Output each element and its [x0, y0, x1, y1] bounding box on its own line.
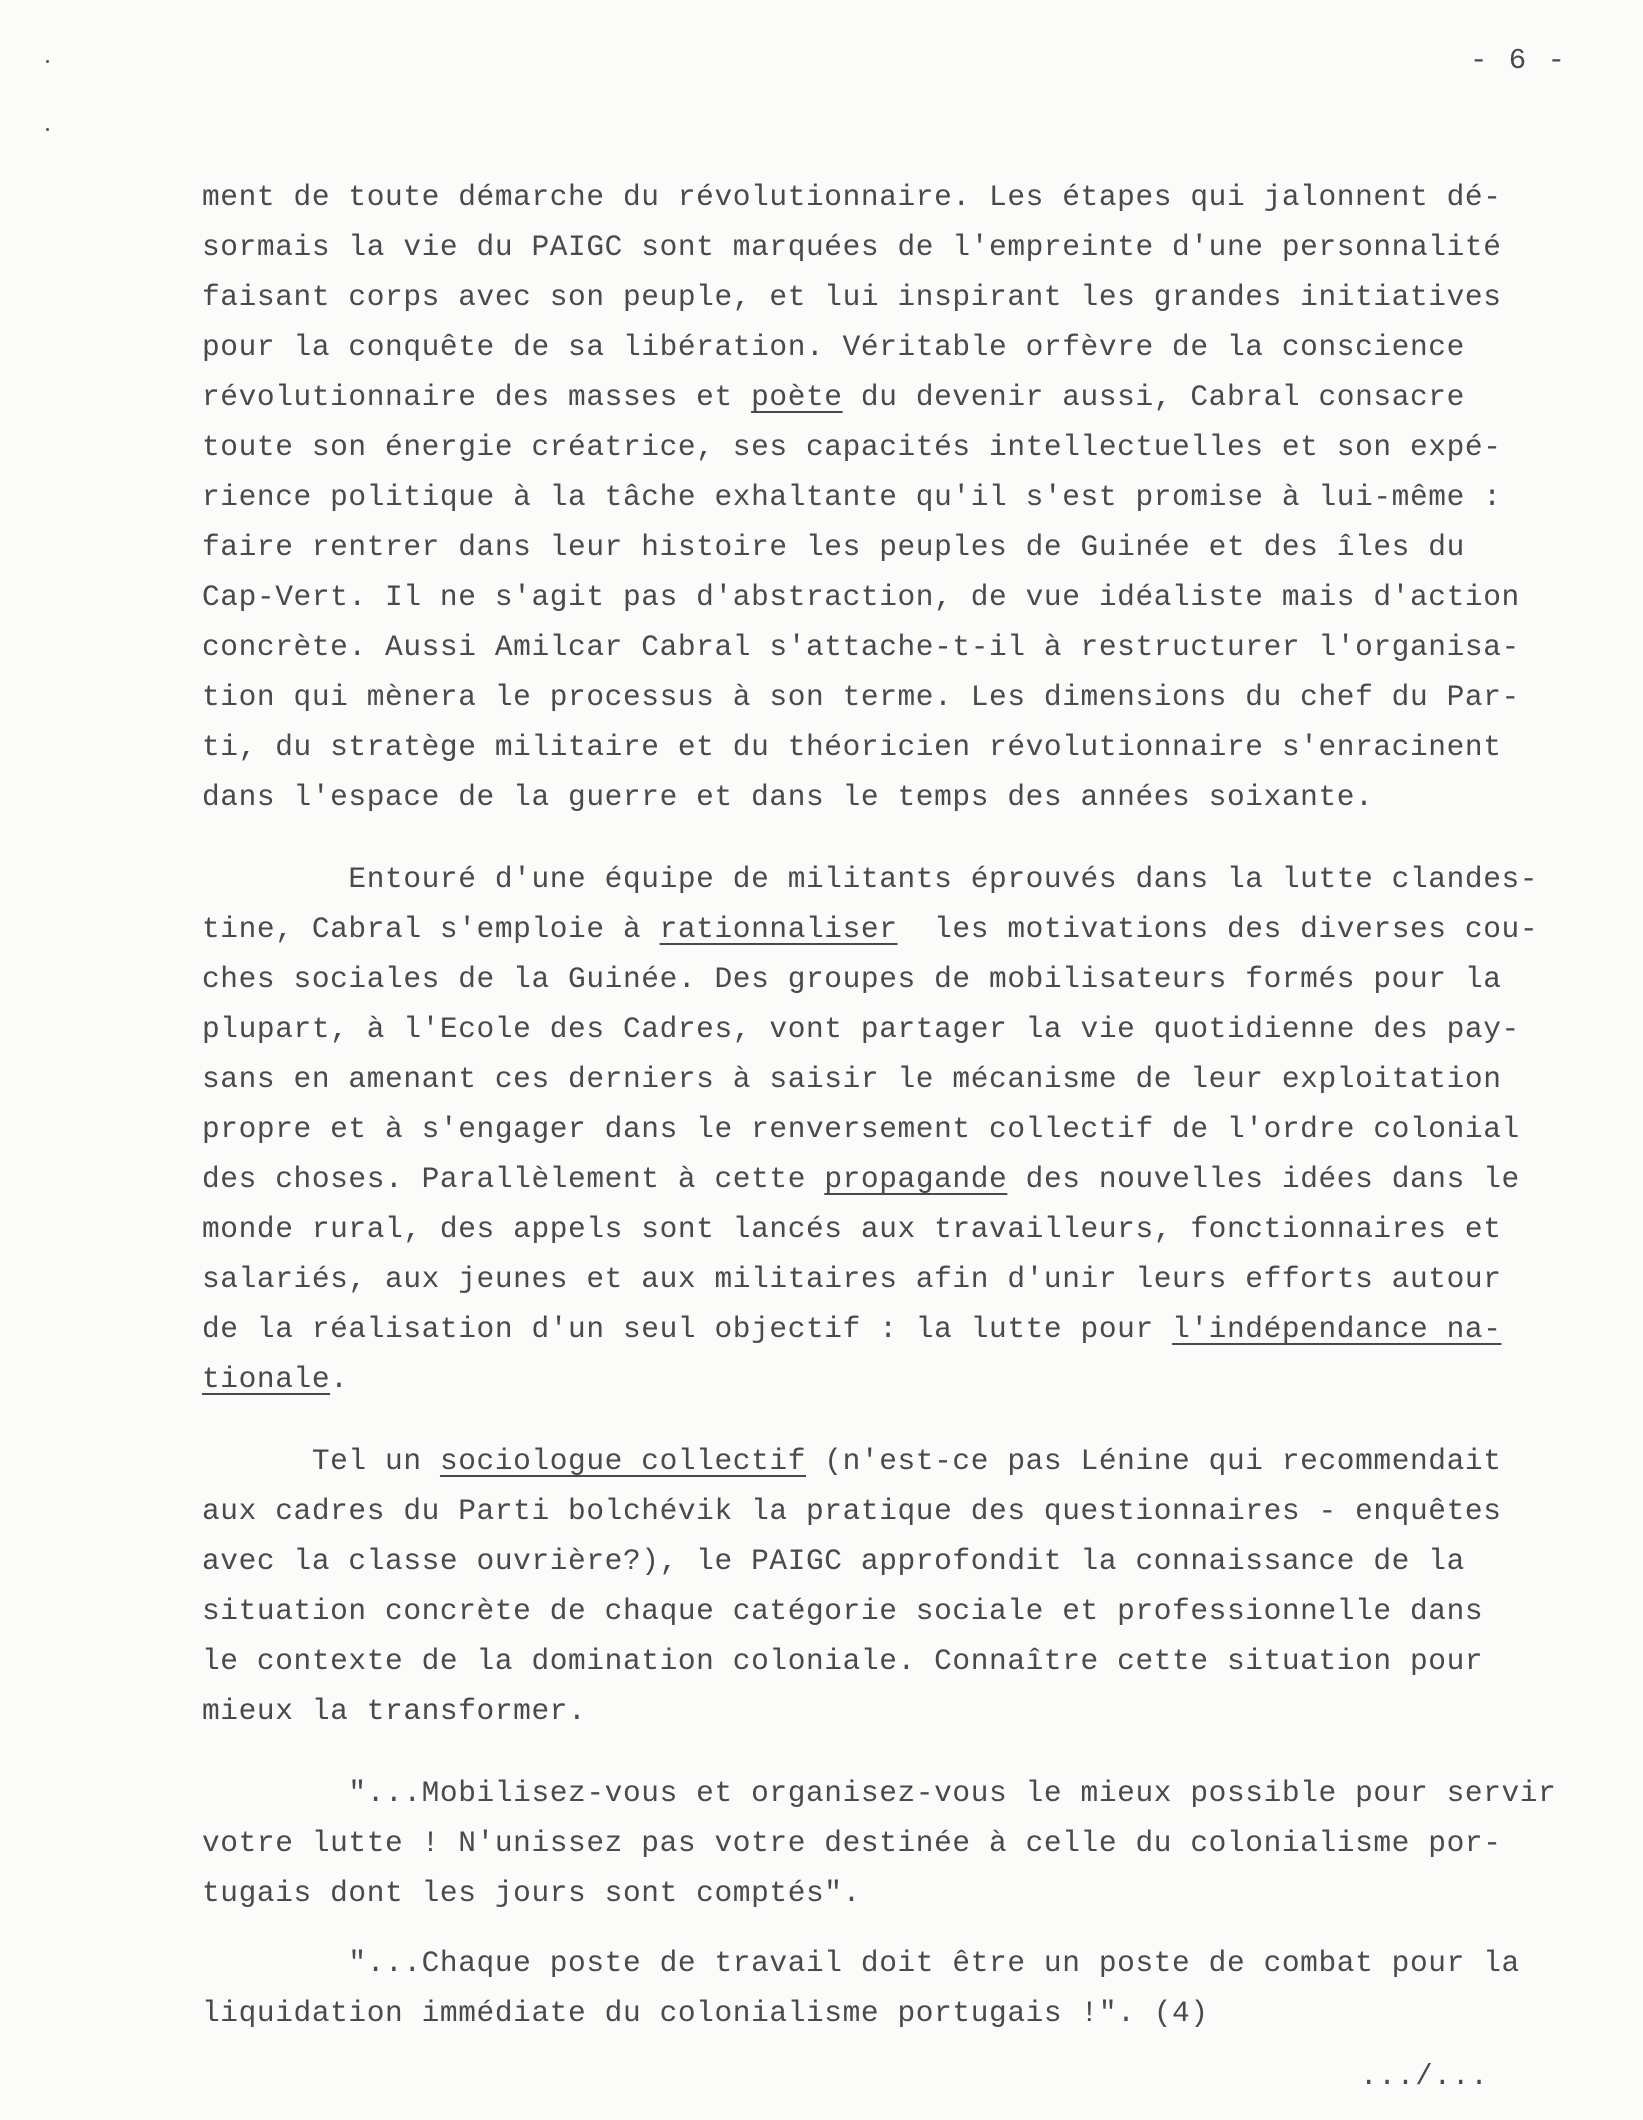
paragraph [202, 172, 1602, 822]
text-line [202, 322, 1602, 372]
underlined-text: rationnaliser [659, 912, 898, 946]
text-segment: propre et à s'engager dans le renversement collectif de l'ordre colonial [202, 1112, 1520, 1146]
text-line [202, 1586, 1602, 1636]
text-segment: du devenir aussi, Cabral consacre [842, 380, 1465, 414]
underlined-text: sociologue collectif [439, 1444, 806, 1478]
paragraph-spacer [202, 1918, 1602, 1938]
text-segment: mieux la transformer. [202, 1694, 587, 1728]
text-line [202, 1686, 1602, 1736]
text-segment: des nouvelles idées dans le [1007, 1162, 1520, 1196]
text-segment: ti, du stratège militaire et du théoricien révolutionnaire s'enracinent [202, 730, 1502, 764]
text-line [202, 772, 1602, 822]
text-segment: ment de toute démarche du révolutionnaire. Les étapes qui jalonnent dé- [202, 180, 1502, 214]
text-line [202, 472, 1602, 522]
text-line [202, 854, 1602, 904]
text-line [202, 1536, 1602, 1586]
text-line [202, 1988, 1602, 2038]
text-line [202, 954, 1602, 1004]
text-line [202, 522, 1602, 572]
text-segment: Tel un [202, 1444, 440, 1478]
text-segment: Cap-Vert. Il ne s'agit pas d'abstraction, de vue idéaliste mais d'action [202, 580, 1520, 614]
text-line [202, 1054, 1602, 1104]
text-line [202, 1636, 1602, 1686]
text-segment: salariés, aux jeunes et aux militaires afin d'unir leurs efforts autour [202, 1262, 1502, 1296]
margin-dot-mark [46, 60, 49, 63]
text-segment: concrète. Aussi Amilcar Cabral s'attache-t-il à restructurer l'organisa- [202, 630, 1520, 664]
text-segment: avec la classe ouvrière?), le PAIGC approfondit la connaissance de la [202, 1544, 1465, 1578]
text-line [202, 1004, 1602, 1054]
text-line [202, 372, 1602, 422]
text-line [202, 1768, 1602, 1818]
text-segment: aux cadres du Parti bolchévik la pratique des questionnaires - enquêtes [202, 1494, 1502, 1528]
underlined-text: l'indépendance na- [1172, 1312, 1502, 1346]
text-line [202, 422, 1602, 472]
text-segment: monde rural, des appels sont lancés aux travailleurs, fonctionnaires et [202, 1212, 1502, 1246]
text-line [202, 672, 1602, 722]
text-segment: faire rentrer dans leur histoire les peuples de Guinée et des îles du [202, 530, 1465, 564]
document-body [202, 172, 1602, 2038]
text-line [202, 1154, 1602, 1204]
text-line [202, 1818, 1602, 1868]
paragraph-spacer [202, 1736, 1602, 1768]
text-line [202, 1938, 1602, 1988]
text-line [202, 1354, 1602, 1404]
text-segment: pour la conquête de sa libération. Véritable orfèvre de la conscience [202, 330, 1465, 364]
text-line [202, 1254, 1602, 1304]
paragraph-spacer [202, 822, 1602, 854]
text-segment: . [330, 1362, 349, 1396]
text-line [202, 622, 1602, 672]
text-segment: sormais la vie du PAIGC sont marquées de l'empreinte d'une personnalité [202, 230, 1502, 264]
text-segment: "...Chaque poste de travail doit être un poste de combat pour la [202, 1946, 1520, 1980]
text-segment: révolutionnaire des masses et [202, 380, 752, 414]
text-segment: faisant corps avec son peuple, et lui inspirant les grandes initiatives [202, 280, 1502, 314]
text-line [202, 1304, 1602, 1354]
text-segment: sans en amenant ces derniers à saisir le mécanisme de leur exploitation [202, 1062, 1502, 1096]
text-segment: tine, Cabral s'emploie à [202, 912, 660, 946]
continuation-mark: .../... [1360, 2060, 1489, 2093]
text-segment: le contexte de la domination coloniale. Connaître cette situation pour [202, 1644, 1484, 1678]
text-segment: Entouré d'une équipe de militants éprouvés dans la lutte clandes- [202, 862, 1539, 896]
text-line [202, 1104, 1602, 1154]
text-line [202, 272, 1602, 322]
text-segment: situation concrète de chaque catégorie sociale et professionnelle dans [202, 1594, 1484, 1628]
underlined-text: tionale [202, 1362, 331, 1396]
margin-dot-mark [46, 128, 49, 131]
text-segment: (n'est-ce pas Lénine qui recommendait [806, 1444, 1502, 1478]
text-segment: tugais dont les jours sont comptés". [202, 1876, 861, 1910]
text-line [202, 1868, 1602, 1918]
text-line [202, 172, 1602, 222]
text-line [202, 572, 1602, 622]
text-segment: dans l'espace de la guerre et dans le temps des années soixante. [202, 780, 1374, 814]
text-segment: votre lutte ! N'unissez pas votre destinée à celle du colonialisme por- [202, 1826, 1502, 1860]
text-segment: ches sociales de la Guinée. Des groupes de mobilisateurs formés pour la [202, 962, 1502, 996]
text-line [202, 722, 1602, 772]
text-segment: plupart, à l'Ecole des Cadres, vont partager la vie quotidienne des pay- [202, 1012, 1520, 1046]
text-line [202, 1486, 1602, 1536]
page-number: - 6 - [1470, 44, 1568, 77]
text-segment: "...Mobilisez-vous et organisez-vous le mieux possible pour servir [202, 1776, 1557, 1810]
text-segment: des choses. Parallèlement à cette [202, 1162, 825, 1196]
text-segment: rience politique à la tâche exhaltante qu'il s'est promise à lui-même : [202, 480, 1502, 514]
paragraph [202, 1768, 1602, 1918]
text-line [202, 222, 1602, 272]
text-segment: tion qui mènera le processus à son terme. Les dimensions du chef du Par- [202, 680, 1520, 714]
text-line [202, 1436, 1602, 1486]
underlined-text: poète [751, 380, 843, 414]
paragraph [202, 1436, 1602, 1736]
underlined-text: propagande [824, 1162, 1008, 1196]
text-line [202, 904, 1602, 954]
paragraph-spacer [202, 1404, 1602, 1436]
paragraph [202, 1938, 1602, 2038]
text-segment: liquidation immédiate du colonialisme portugais !". (4) [202, 1996, 1209, 2030]
text-line [202, 1204, 1602, 1254]
text-segment: toute son énergie créatrice, ses capacités intellectuelles et son expé- [202, 430, 1502, 464]
paragraph [202, 854, 1602, 1404]
text-segment: les motivations des diverses cou- [897, 912, 1539, 946]
text-segment: de la réalisation d'un seul objectif : la lutte pour [202, 1312, 1173, 1346]
